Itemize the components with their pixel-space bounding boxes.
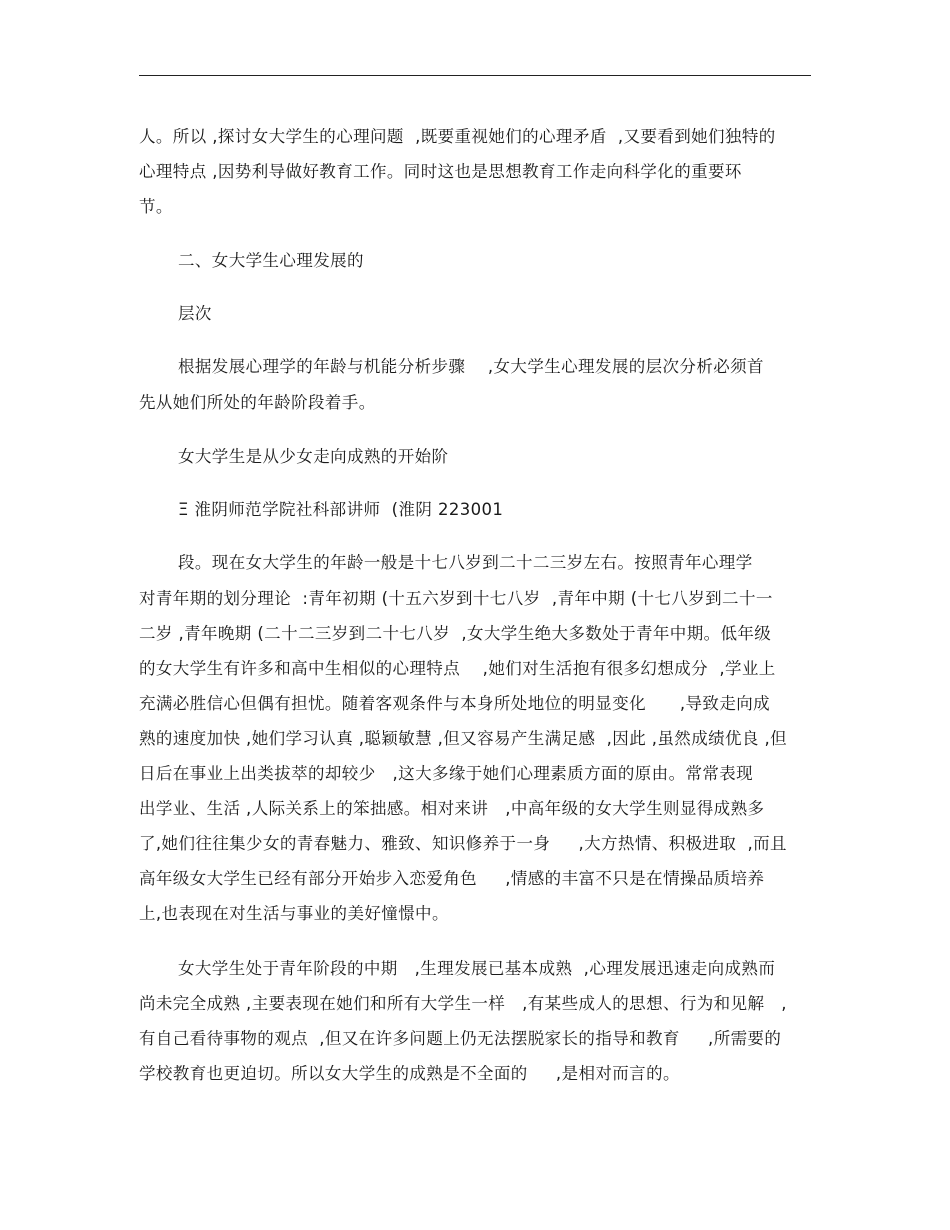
- paragraph-7-line-5: 充满必胜信心但偶有担忧。随着客观条件与本身所处地位的明显变化 ,导致走向成: [139, 694, 771, 713]
- paragraph-4-line-1: 根据发展心理学的年龄与机能分析步骤 ,女大学生心理发展的层次分析必须首: [178, 357, 764, 376]
- author-footnote: Ξ 淮阴师范学院社科部讲师 (淮阴 223001: [178, 500, 504, 519]
- paragraph-7-line-11: 上,也表现在对生活与事业的美好憧憬中。: [139, 904, 449, 923]
- paragraph-8-line-1: 女大学生处于青年阶段的中期 ,生理发展已基本成熟 ,心理发展迅速走向成熟而: [178, 959, 776, 978]
- paragraph-7-line-6: 熟的速度加快 ,她们学习认真 ,聪颖敏慧 ,但又容易产生满足感 ,因此 ,虽然成绩优良 ,但: [139, 729, 787, 748]
- paragraph-1-line-2: 心理特点 ,因势利导做好教育工作。同时这也是思想教育工作走向科学化的重要环: [139, 162, 742, 181]
- paragraph-7-line-9: 了,她们往往集少女的青春魅力、雅致、知识修养于一身 ,大方热情、积极进取 ,而且: [139, 834, 787, 853]
- paragraph-7-line-2: 对青年期的划分理论 :青年初期 (十五六岁到十七八岁 ,青年中期 (十七八岁到二十一: [139, 589, 773, 608]
- paragraph-1-line-1: 人。所以 ,探讨女大学生的心理问题 ,既要重视她们的心理矛盾 ,又要看到她们独特的: [139, 127, 776, 146]
- paragraph-7-line-10: 高年级女大学生已经有部分开始步入恋爱角色 ,情感的丰富不只是在情操品质培养: [139, 869, 765, 888]
- header-rule: [139, 75, 811, 76]
- paragraph-7-line-1: 段。现在女大学生的年龄一般是十七八岁到二十二三岁左右。按照青年心理学: [178, 553, 753, 572]
- paragraph-7-line-8: 出学业、生活 ,人际关系上的笨拙感。相对来讲 ,中高年级的女大学生则显得成熟多: [139, 799, 765, 818]
- paragraph-7-line-4: 的女大学生有许多和高中生相似的心理特点 ,她们对生活抱有很多幻想成分 ,学业上: [139, 659, 776, 678]
- paragraph-8-line-2: 尚未完全成熟 ,主要表现在她们和所有大学生一样 ,有某些成人的思想、行为和见解 ,: [139, 994, 787, 1013]
- paragraph-5-line-1: 女大学生是从少女走向成熟的开始阶: [178, 447, 449, 466]
- paragraph-8-line-4: 学校教育也更迫切。所以女大学生的成熟是不全面的 ,是相对而言的。: [139, 1064, 680, 1083]
- paragraph-1-line-3: 节。: [139, 197, 173, 216]
- paragraph-7-line-7: 日后在事业上出类拔萃的却较少 ,这大多缘于她们心理素质方面的原由。常常表现: [139, 764, 754, 783]
- paragraph-4-line-2: 先从她们所处的年龄阶段着手。: [139, 393, 376, 412]
- paragraph-8-line-3: 有自己看待事物的观点 ,但又在许多问题上仍无法摆脱家长的指导和教育 ,所需要的: [139, 1029, 782, 1048]
- paragraph-7-line-3: 二岁 ,青年晚期 (二十二三岁到二十七八岁 ,女大学生绝大多数处于青年中期。低年级: [139, 624, 772, 643]
- section-heading-continued: 层次: [178, 304, 212, 323]
- section-heading: 二、女大学生心理发展的: [178, 251, 364, 270]
